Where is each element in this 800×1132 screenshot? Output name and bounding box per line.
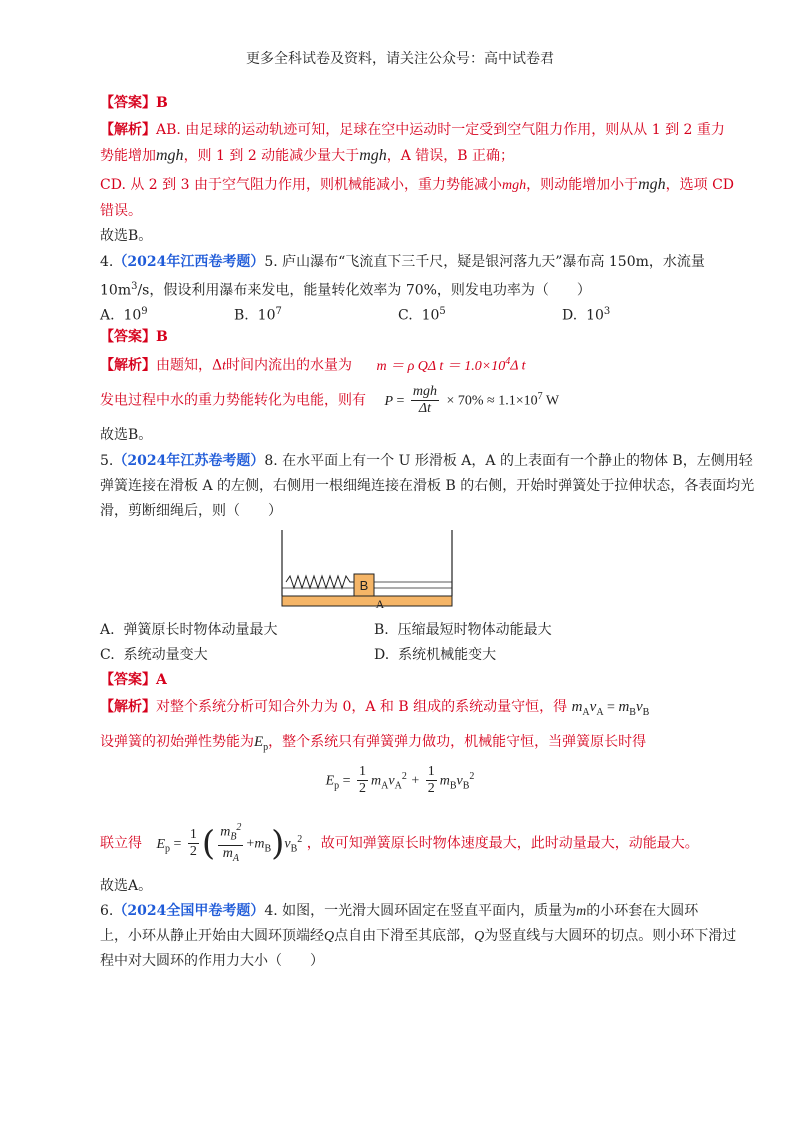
spring <box>286 576 354 588</box>
q4-analysis-line1: 【解析】由题知，Δt时间内流出的水量为 m ＝ ρ QΔ $t = 1.0\times 10^4\Delta$ t <box>100 356 526 374</box>
q3-analysis-line4: 错误。 <box>100 203 142 219</box>
q5-analysis-line1: 【解析】对整个系统分析可知合外力为 0，A 和 B 组成的系统动量守恒，得 $m_Av_A = m_Bv_B$ <box>100 699 650 718</box>
q5-stem-line1: 5.（2024年江苏卷考题）8. 在水平面上有一个 U 形滑板 A，A 的上表面有一个静止的物体 B，左侧用轻 <box>100 453 753 469</box>
q4-stem-line2: $10m^3/s$，假设利用瀑布来发电，能量转化效率为 70%，则发电功率为（ ） <box>100 281 591 299</box>
q5-stem-line2: 弹簧连接在滑板 A 的左侧，右侧用一根细绳连接在滑板 B 的右侧，开始时弹簧处于拉伸状态，各表面均光 <box>100 478 755 494</box>
q6-source-tag: （2024全国甲卷考题） <box>113 903 265 919</box>
q5-energy-formula: $E_p$ = $\frac{1}{2}$ $m_Av_A^2$ + $\frac{1}{2}$ $m_Bv_B^2$ <box>325 764 475 797</box>
q3-answer: 【答案】B <box>100 95 168 111</box>
q5-conclusion: 故选A。 <box>100 878 153 894</box>
q3-conclusion: 故选B。 <box>100 228 153 244</box>
q4-option-b[interactable]: B. $10^7$ <box>234 306 282 324</box>
q4-conclusion: 故选B。 <box>100 427 153 443</box>
q5-analysis-line2: 设弹簧的初始弹性势能为$E_p$，整个系统只有弹簧弹力做功，机械能守恒，当弹簧原长时得 <box>100 734 647 753</box>
q3-analysis-line3: CD. 从 2 到 3 由于空气阻力作用，则机械能减小，重力势能减小mgh，则动能增加小于mgh，选项 CD <box>100 176 735 193</box>
q3-analysis-line1: 【解析】AB. 由足球的运动轨迹可知，足球在空中运动时一定受到空气阻力作用，则从从 1 到 2 重力 <box>100 122 725 138</box>
q3-analysis-line2: 势能增加mgh，则 1 到 2 动能减少量大于mgh，A 错误，B 正确； <box>100 147 515 164</box>
board-a-label: A <box>375 597 385 611</box>
q4-stem-line1: 4.（2024年江西卷考题）5. 庐山瀑布“飞流直下三千尺，疑是银河落九天”瀑布高 150m，水流量 <box>100 254 705 270</box>
q4-power-fraction: $\frac{\text{mgh}}{\Delta t}$ <box>412 384 438 417</box>
q4-option-c[interactable]: C. $10^5$ <box>398 306 446 324</box>
board-a <box>282 596 452 606</box>
block-b-label: B <box>359 578 369 593</box>
q6-stem-line1: 6.（2024全国甲卷考题）4. 如图，一光滑大圆环固定在竖直平面内，质量为m的小环套在大圆环 <box>100 903 699 919</box>
q5-answer: 【答案】A <box>100 672 167 688</box>
q5-option-d[interactable]: D. 系统机械能变大 <box>374 647 497 663</box>
q5-stem-line3: 滑，剪断细绳后，则（ ） <box>100 503 282 519</box>
q6-stem-line2: 上，小环从静止开始由大圆环顶端经Q点自由下滑至其底部，Q为竖直线与大圆环的切点。则小环下滑过 <box>100 928 737 944</box>
q4-option-d[interactable]: D. $10^3$ <box>562 306 611 324</box>
page-header: 更多全科试卷及资料，请关注公众号：高中试卷君 <box>246 51 554 67</box>
q6-stem-line3: 程中对大圆环的作用力大小（ ） <box>100 953 324 969</box>
q4-analysis-line2: 发电过程中水的重力势能转化为电能，则有 P = $\frac{\text{mgh}}{\Delta t}$ × $70\% \approx 1.1\times 10^7$ W <box>100 384 560 417</box>
q5-source-tag: （2024年江苏卷考题） <box>113 453 265 469</box>
q4-source-tag: （2024年江西卷考题） <box>113 254 265 270</box>
q4-option-a[interactable]: A. $10^9$ <box>100 306 148 324</box>
q4-answer: 【答案】B <box>100 329 168 345</box>
q5-option-c[interactable]: C. 系统动量变大 <box>100 647 208 663</box>
q4-mass-formula: m ＝ ρ QΔ t ＝ 1.0×10 <box>376 358 506 374</box>
q5-spring-board-figure <box>276 530 462 612</box>
q5-analysis-line4: 联立得 $E_p$ = $\frac{1}{2}$ ( $\frac{m_B^2}{m_A}$ $+m_B)v_B^2$ ，故可知弹簧原长时物体速度最大，此时动量最大，动能最大。 <box>100 822 699 865</box>
q5-option-a[interactable]: A. 弹簧原长时物体动量最大 <box>100 622 278 638</box>
q5-option-b[interactable]: B. 压缩最短时物体动能最大 <box>374 622 552 638</box>
